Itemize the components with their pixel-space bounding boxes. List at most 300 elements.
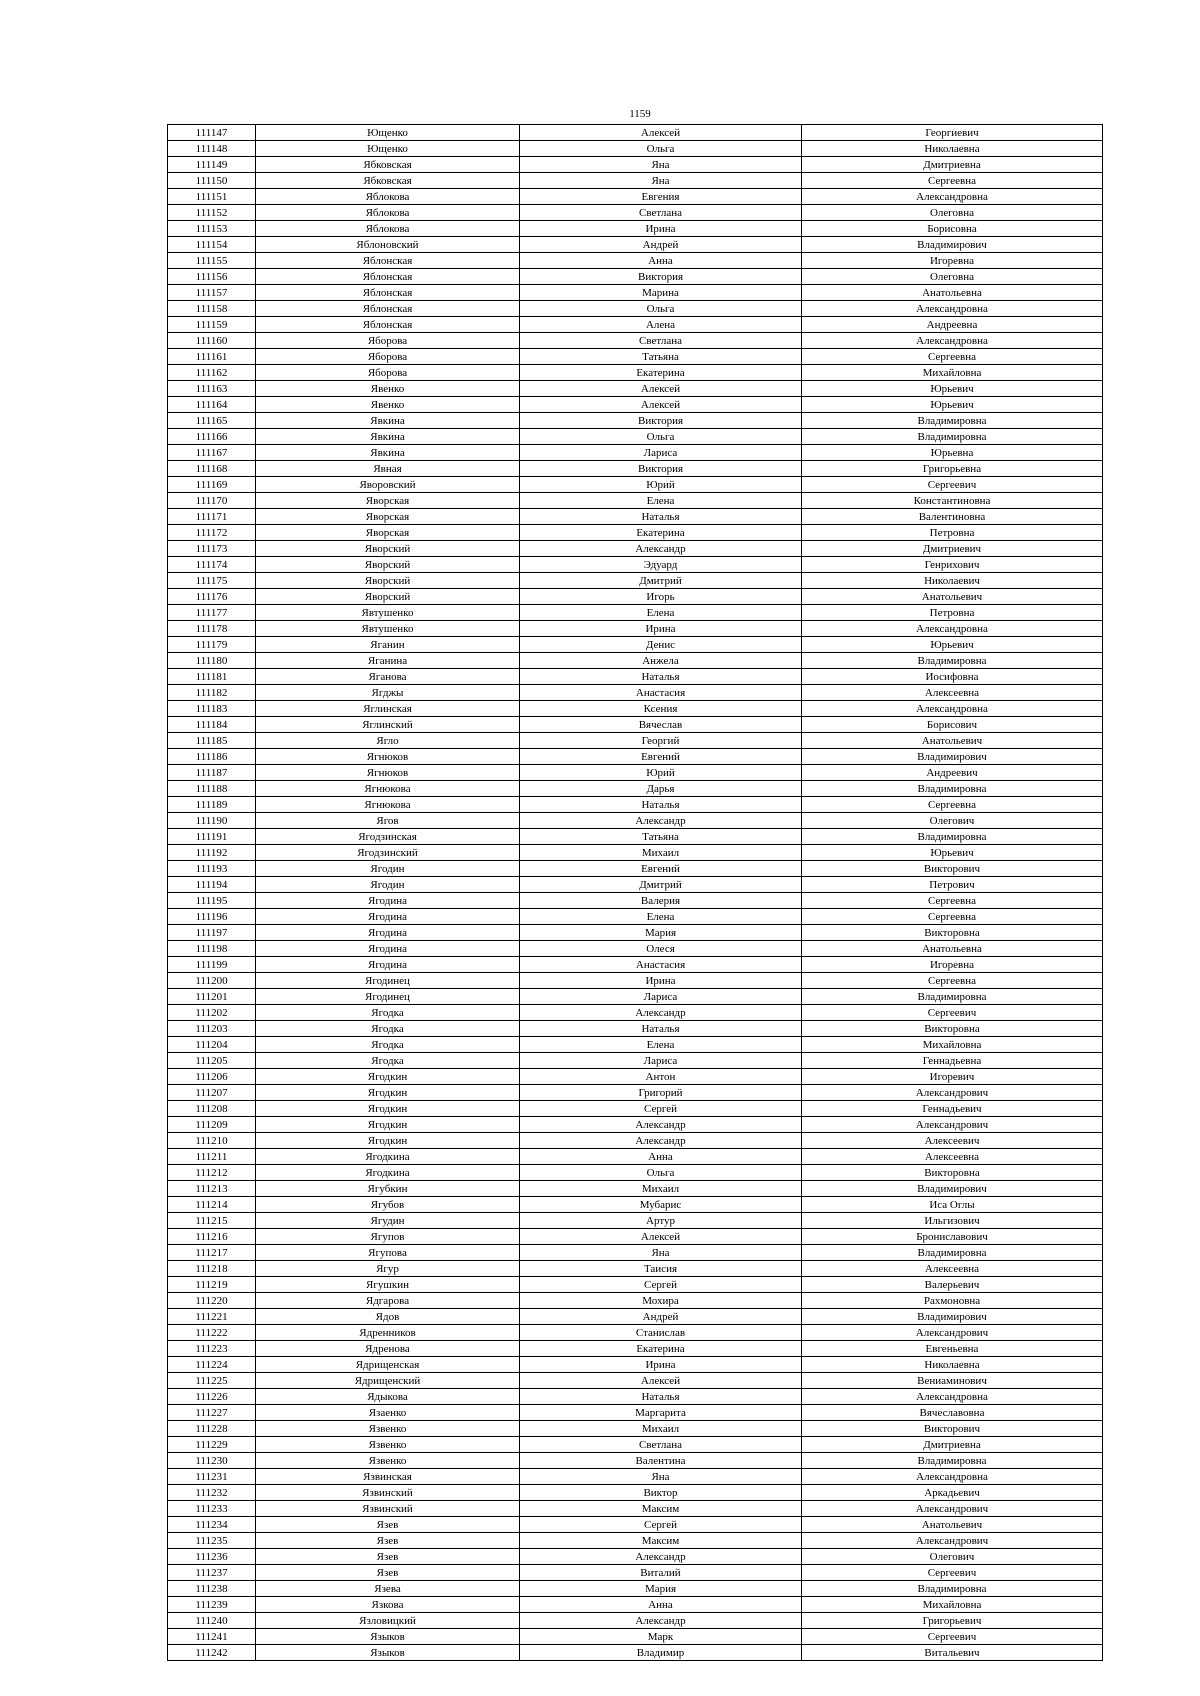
record-number-cell: 111172 [168,525,256,541]
patronymic-cell: Александрович [802,1533,1103,1549]
record-number-cell: 111190 [168,813,256,829]
table-row [168,1453,1103,1469]
record-number-cell: 111213 [168,1181,256,1197]
surname-cell: Яворский [256,541,520,557]
patronymic-cell: Сергеевна [802,973,1103,989]
first-name-cell: Эдуард [520,557,802,573]
table-row [168,973,1103,989]
patronymic-cell: Олеговна [802,269,1103,285]
table-row [168,1165,1103,1181]
record-number-cell: 111181 [168,669,256,685]
surname-cell: Язева [256,1581,520,1597]
patronymic-cell: Юрьевич [802,381,1103,397]
patronymic-cell: Владимировна [802,413,1103,429]
surname-cell: Ядренова [256,1341,520,1357]
surname-cell: Ябковская [256,173,520,189]
first-name-cell: Лариса [520,989,802,1005]
table-row [168,173,1103,189]
record-number-cell: 111174 [168,557,256,573]
surname-cell: Язев [256,1549,520,1565]
patronymic-cell: Валерьевич [802,1277,1103,1293]
record-number-cell: 111217 [168,1245,256,1261]
table-row [168,189,1103,205]
surname-cell: Яганова [256,669,520,685]
first-name-cell: Александр [520,1549,802,1565]
surname-cell: Ягнюкова [256,781,520,797]
record-number-cell: 111216 [168,1229,256,1245]
patronymic-cell: Петровна [802,525,1103,541]
record-number-cell: 111211 [168,1149,256,1165]
surname-cell: Ядрищенская [256,1357,520,1373]
table-row [168,381,1103,397]
record-number-cell: 111240 [168,1613,256,1629]
surname-cell: Язев [256,1565,520,1581]
patronymic-cell: Витальевич [802,1645,1103,1661]
patronymic-cell: Анатольевич [802,733,1103,749]
table-row [168,1549,1103,1565]
record-number-cell: 111155 [168,253,256,269]
table-row [168,525,1103,541]
table-row [168,893,1103,909]
first-name-cell: Ольга [520,1165,802,1181]
record-number-cell: 111176 [168,589,256,605]
record-number-cell: 111197 [168,925,256,941]
surname-cell: Язвинский [256,1501,520,1517]
record-number-cell: 111194 [168,877,256,893]
table-row [168,653,1103,669]
table-row [168,461,1103,477]
surname-cell: Яглинский [256,717,520,733]
surname-cell: Ягодка [256,1005,520,1021]
table-row [168,1149,1103,1165]
first-name-cell: Екатерина [520,1341,802,1357]
first-name-cell: Лариса [520,1053,802,1069]
record-number-cell: 111215 [168,1213,256,1229]
table-row [168,1421,1103,1437]
record-number-cell: 111238 [168,1581,256,1597]
patronymic-cell: Анатольевна [802,941,1103,957]
patronymic-cell: Владимирович [802,749,1103,765]
patronymic-cell: Геннадьевна [802,1053,1103,1069]
surname-cell: Ющенко [256,125,520,141]
surname-cell: Ягубов [256,1197,520,1213]
surname-cell: Ягло [256,733,520,749]
patronymic-cell: Николаевич [802,573,1103,589]
record-number-cell: 111191 [168,829,256,845]
surname-cell: Явтушенко [256,605,520,621]
patronymic-cell: Владимировна [802,1581,1103,1597]
first-name-cell: Светлана [520,333,802,349]
record-number-cell: 111178 [168,621,256,637]
surname-cell: Язвинская [256,1469,520,1485]
patronymic-cell: Александровна [802,1469,1103,1485]
first-name-cell: Алексей [520,1229,802,1245]
record-number-cell: 111198 [168,941,256,957]
surname-cell: Яблокова [256,221,520,237]
record-number-cell: 111147 [168,125,256,141]
surname-cell: Явтушенко [256,621,520,637]
record-number-cell: 111208 [168,1101,256,1117]
table-row [168,1405,1103,1421]
record-number-cell: 111152 [168,205,256,221]
patronymic-cell: Дмитриевич [802,541,1103,557]
surname-cell: Явкина [256,413,520,429]
patronymic-cell: Александрович [802,1117,1103,1133]
first-name-cell: Анна [520,1597,802,1613]
surname-cell: Яблокова [256,205,520,221]
surname-cell: Язев [256,1517,520,1533]
patronymic-cell: Геннадьевич [802,1101,1103,1117]
surname-cell: Язкова [256,1597,520,1613]
surname-cell: Явенко [256,381,520,397]
patronymic-cell: Владимировна [802,653,1103,669]
first-name-cell: Григорий [520,1085,802,1101]
surname-cell: Ягодка [256,1021,520,1037]
table-row [168,1229,1103,1245]
first-name-cell: Алексей [520,1373,802,1389]
table-row [168,1101,1103,1117]
table-row [168,989,1103,1005]
record-number-cell: 111214 [168,1197,256,1213]
record-number-cell: 111185 [168,733,256,749]
record-number-cell: 111207 [168,1085,256,1101]
first-name-cell: Юрий [520,765,802,781]
surname-cell: Ягодина [256,957,520,973]
table-row [168,1469,1103,1485]
first-name-cell: Мария [520,925,802,941]
record-number-cell: 111187 [168,765,256,781]
table-row [168,317,1103,333]
surname-cell: Явкина [256,429,520,445]
record-number-cell: 111163 [168,381,256,397]
record-number-cell: 111229 [168,1437,256,1453]
record-number-cell: 111153 [168,221,256,237]
table-row [168,765,1103,781]
surname-cell: Ягодка [256,1053,520,1069]
first-name-cell: Елена [520,493,802,509]
surname-cell: Ягодина [256,925,520,941]
patronymic-cell: Алексеевна [802,1261,1103,1277]
surname-cell: Ядрищенский [256,1373,520,1389]
record-number-cell: 111212 [168,1165,256,1181]
patronymic-cell: Иосифовна [802,669,1103,685]
record-number-cell: 111195 [168,893,256,909]
patronymic-cell: Юрьевна [802,445,1103,461]
first-name-cell: Наталья [520,509,802,525]
registry-table-body [168,125,1103,1661]
first-name-cell: Мубарис [520,1197,802,1213]
patronymic-cell: Ильгизович [802,1213,1103,1229]
surname-cell: Ягодин [256,861,520,877]
table-row [168,621,1103,637]
patronymic-cell: Олегович [802,1549,1103,1565]
table-row [168,1437,1103,1453]
surname-cell: Ягодка [256,1037,520,1053]
record-number-cell: 111218 [168,1261,256,1277]
first-name-cell: Дмитрий [520,877,802,893]
first-name-cell: Игорь [520,589,802,605]
patronymic-cell: Владимировна [802,1245,1103,1261]
table-row [168,141,1103,157]
record-number-cell: 111164 [168,397,256,413]
table-row [168,221,1103,237]
patronymic-cell: Анатольевич [802,1517,1103,1533]
table-row [168,925,1103,941]
surname-cell: Ягнюков [256,765,520,781]
first-name-cell: Яна [520,157,802,173]
table-row [168,717,1103,733]
surname-cell: Ягодин [256,877,520,893]
surname-cell: Ягодкин [256,1117,520,1133]
first-name-cell: Михаил [520,1181,802,1197]
surname-cell: Ягодкин [256,1133,520,1149]
surname-cell: Яворский [256,589,520,605]
first-name-cell: Маргарита [520,1405,802,1421]
surname-cell: Язловицкий [256,1613,520,1629]
table-row [168,845,1103,861]
first-name-cell: Анна [520,253,802,269]
first-name-cell: Елена [520,1037,802,1053]
patronymic-cell: Константиновна [802,493,1103,509]
patronymic-cell: Александровна [802,701,1103,717]
record-number-cell: 111149 [168,157,256,173]
record-number-cell: 111186 [168,749,256,765]
record-number-cell: 111224 [168,1357,256,1373]
first-name-cell: Ирина [520,973,802,989]
first-name-cell: Светлана [520,205,802,221]
table-row [168,285,1103,301]
first-name-cell: Евгения [520,189,802,205]
patronymic-cell: Игоревна [802,253,1103,269]
first-name-cell: Сергей [520,1277,802,1293]
patronymic-cell: Михайловна [802,365,1103,381]
patronymic-cell: Владимирович [802,237,1103,253]
first-name-cell: Александр [520,1117,802,1133]
record-number-cell: 111161 [168,349,256,365]
first-name-cell: Мария [520,1581,802,1597]
table-row [168,1485,1103,1501]
first-name-cell: Евгений [520,749,802,765]
table-row [168,909,1103,925]
first-name-cell: Максим [520,1501,802,1517]
record-number-cell: 111159 [168,317,256,333]
record-number-cell: 111154 [168,237,256,253]
first-name-cell: Ольга [520,141,802,157]
record-number-cell: 111202 [168,1005,256,1021]
surname-cell: Яворская [256,509,520,525]
first-name-cell: Анна [520,1149,802,1165]
surname-cell: Язвенко [256,1453,520,1469]
patronymic-cell: Юрьевич [802,397,1103,413]
table-row [168,1197,1103,1213]
table-row [168,1597,1103,1613]
surname-cell: Ягодкин [256,1085,520,1101]
table-row [168,1133,1103,1149]
table-row [168,733,1103,749]
record-number-cell: 111232 [168,1485,256,1501]
patronymic-cell: Викторовна [802,1021,1103,1037]
record-number-cell: 111171 [168,509,256,525]
patronymic-cell: Михайловна [802,1597,1103,1613]
record-number-cell: 111199 [168,957,256,973]
surname-cell: Ющенко [256,141,520,157]
patronymic-cell: Вячеславовна [802,1405,1103,1421]
table-row [168,941,1103,957]
surname-cell: Ягджы [256,685,520,701]
first-name-cell: Георгий [520,733,802,749]
first-name-cell: Вячеслав [520,717,802,733]
first-name-cell: Алексей [520,397,802,413]
record-number-cell: 111242 [168,1645,256,1661]
table-row [168,1021,1103,1037]
table-row [168,1357,1103,1373]
record-number-cell: 111156 [168,269,256,285]
surname-cell: Ягубкин [256,1181,520,1197]
patronymic-cell: Борисович [802,717,1103,733]
surname-cell: Явная [256,461,520,477]
surname-cell: Ягодкин [256,1101,520,1117]
first-name-cell: Виталий [520,1565,802,1581]
patronymic-cell: Вениаминович [802,1373,1103,1389]
patronymic-cell: Владимировна [802,1453,1103,1469]
patronymic-cell: Алексеевна [802,685,1103,701]
surname-cell: Яганина [256,653,520,669]
patronymic-cell: Николаевна [802,1357,1103,1373]
record-number-cell: 111230 [168,1453,256,1469]
patronymic-cell: Викторовна [802,925,1103,941]
surname-cell: Явенко [256,397,520,413]
record-number-cell: 111148 [168,141,256,157]
record-number-cell: 111183 [168,701,256,717]
patronymic-cell: Александровна [802,621,1103,637]
table-row [168,1341,1103,1357]
table-row [168,397,1103,413]
table-row [168,557,1103,573]
first-name-cell: Наталья [520,1021,802,1037]
surname-cell: Ягодкина [256,1165,520,1181]
first-name-cell: Татьяна [520,349,802,365]
table-row [168,1213,1103,1229]
first-name-cell: Сергей [520,1101,802,1117]
patronymic-cell: Сергеевна [802,173,1103,189]
patronymic-cell: Сергеевна [802,349,1103,365]
table-row [168,1629,1103,1645]
patronymic-cell: Юрьевич [802,637,1103,653]
first-name-cell: Станислав [520,1325,802,1341]
first-name-cell: Екатерина [520,365,802,381]
surname-cell: Ягудин [256,1213,520,1229]
table-row [168,1181,1103,1197]
patronymic-cell: Андреевич [802,765,1103,781]
first-name-cell: Михаил [520,845,802,861]
first-name-cell: Анастасия [520,685,802,701]
surname-cell: Ядыкова [256,1389,520,1405]
patronymic-cell: Григорьевич [802,1613,1103,1629]
surname-cell: Ягодина [256,941,520,957]
surname-cell: Ягупов [256,1229,520,1245]
first-name-cell: Александр [520,1005,802,1021]
patronymic-cell: Владимирович [802,1181,1103,1197]
surname-cell: Ягнюкова [256,797,520,813]
patronymic-cell: Олегович [802,813,1103,829]
surname-cell: Яблонская [256,285,520,301]
surname-cell: Явкина [256,445,520,461]
patronymic-cell: Аркадьевич [802,1485,1103,1501]
surname-cell: Язев [256,1533,520,1549]
record-number-cell: 111233 [168,1501,256,1517]
table-row [168,301,1103,317]
patronymic-cell: Рахмоновна [802,1293,1103,1309]
patronymic-cell: Александрович [802,1085,1103,1101]
first-name-cell: Александр [520,1613,802,1629]
surname-cell: Ядренников [256,1325,520,1341]
record-number-cell: 111204 [168,1037,256,1053]
surname-cell: Яворский [256,557,520,573]
surname-cell: Ягодинец [256,973,520,989]
record-number-cell: 111188 [168,781,256,797]
first-name-cell: Евгений [520,861,802,877]
patronymic-cell: Александровна [802,189,1103,205]
patronymic-cell: Николаевна [802,141,1103,157]
first-name-cell: Алексей [520,125,802,141]
first-name-cell: Артур [520,1213,802,1229]
patronymic-cell: Викторович [802,861,1103,877]
patronymic-cell: Сергеевич [802,477,1103,493]
record-number-cell: 111167 [168,445,256,461]
patronymic-cell: Сергеевич [802,1565,1103,1581]
table-row [168,1037,1103,1053]
first-name-cell: Михаил [520,1421,802,1437]
patronymic-cell: Владимировна [802,829,1103,845]
first-name-cell: Антон [520,1069,802,1085]
surname-cell: Ягодкин [256,1069,520,1085]
first-name-cell: Анжела [520,653,802,669]
page-number: 1159 [629,108,651,120]
first-name-cell: Виктория [520,413,802,429]
first-name-cell: Ирина [520,221,802,237]
record-number-cell: 111166 [168,429,256,445]
patronymic-cell: Брониславович [802,1229,1103,1245]
patronymic-cell: Борисовна [802,221,1103,237]
record-number-cell: 111175 [168,573,256,589]
table-row [168,1533,1103,1549]
record-number-cell: 111192 [168,845,256,861]
patronymic-cell: Владимировна [802,429,1103,445]
record-number-cell: 111231 [168,1469,256,1485]
surname-cell: Ядгарова [256,1293,520,1309]
record-number-cell: 111173 [168,541,256,557]
surname-cell: Ягупова [256,1245,520,1261]
first-name-cell: Андрей [520,1309,802,1325]
patronymic-cell: Владимировна [802,781,1103,797]
patronymic-cell: Александровна [802,333,1103,349]
patronymic-cell: Сергеевна [802,909,1103,925]
record-number-cell: 111222 [168,1325,256,1341]
first-name-cell: Марина [520,285,802,301]
first-name-cell: Дарья [520,781,802,797]
surname-cell: Ягушкин [256,1277,520,1293]
table-row [168,1069,1103,1085]
patronymic-cell: Александрович [802,1325,1103,1341]
first-name-cell: Александр [520,541,802,557]
first-name-cell: Ксения [520,701,802,717]
table-row [168,1309,1103,1325]
first-name-cell: Яна [520,1245,802,1261]
surname-cell: Яборова [256,365,520,381]
patronymic-cell: Михайловна [802,1037,1103,1053]
surname-cell: Яворская [256,493,520,509]
patronymic-cell: Петровна [802,605,1103,621]
